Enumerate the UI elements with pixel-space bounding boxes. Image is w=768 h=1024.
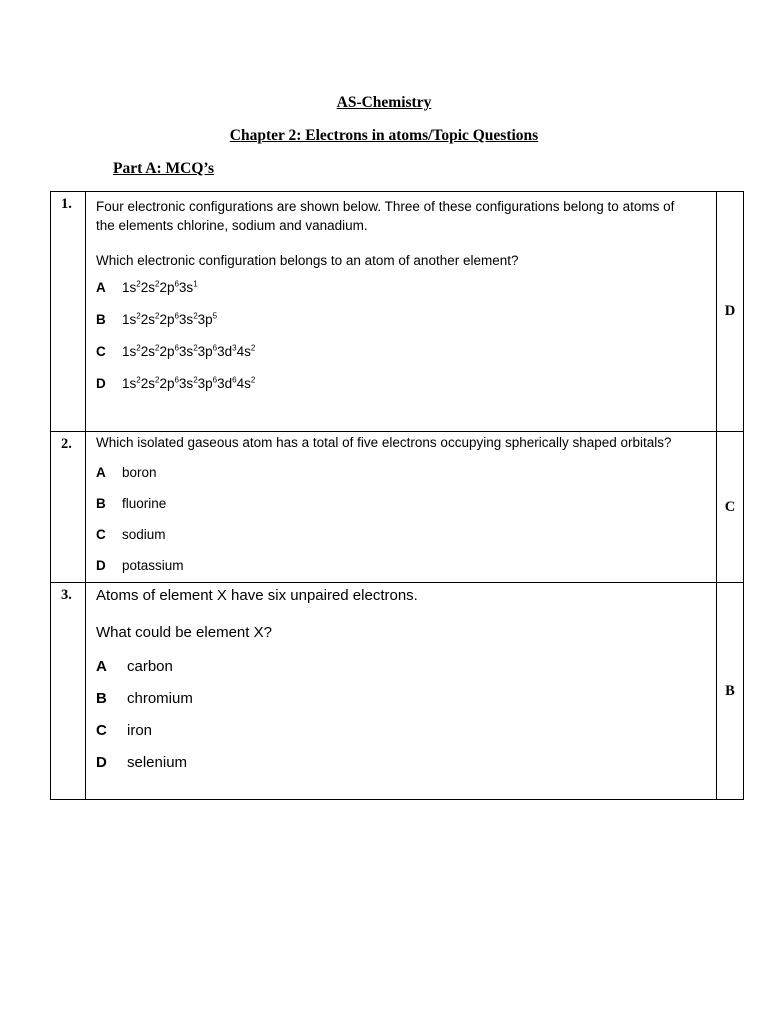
option-letter: B xyxy=(96,312,106,327)
mcq-table xyxy=(50,191,744,800)
electron-configuration xyxy=(122,376,255,391)
electron-count: 6 xyxy=(174,311,179,321)
orbital: 3s xyxy=(178,376,194,391)
electron-count: 2 xyxy=(193,311,198,321)
electron-count: 2 xyxy=(136,279,141,289)
option-d xyxy=(96,558,716,578)
electron-count: 5 xyxy=(212,311,218,321)
electron-count: 2 xyxy=(193,375,198,385)
electron-count: 2 xyxy=(250,375,256,385)
question-number: 2. xyxy=(51,432,86,583)
orbital: 3s xyxy=(178,312,194,327)
orbital: 3s xyxy=(178,280,194,295)
option-letter: A xyxy=(96,280,106,295)
option-a xyxy=(96,658,716,690)
option-d xyxy=(96,376,716,408)
orbital: 2s xyxy=(140,376,155,391)
question-prompt: Which electronic configuration belongs to an atom of another element? xyxy=(96,253,519,268)
orbital: 4s xyxy=(236,376,251,391)
option-b xyxy=(96,690,716,722)
option-text: carbon xyxy=(127,658,173,675)
orbital: 3s xyxy=(178,344,194,359)
question-stem-line-1: Four electronic configurations are shown below. Three of these configurations belong to atoms of xyxy=(96,199,675,214)
option-letter: D xyxy=(96,376,106,391)
electron-count: 6 xyxy=(174,343,179,353)
option-letter: D xyxy=(96,558,106,573)
chapter-title: Chapter 2: Electrons in atoms/Topic Questions xyxy=(229,127,539,144)
option-c xyxy=(96,527,716,558)
orbital: 2s xyxy=(140,312,155,327)
answer-cell: C xyxy=(717,432,744,583)
option-list xyxy=(96,280,716,408)
electron-count: 6 xyxy=(174,375,179,385)
electron-count: 2 xyxy=(250,343,256,353)
question-prompt: What could be element X? xyxy=(96,624,272,641)
orbital: 3p xyxy=(197,344,213,359)
orbital: 2s xyxy=(140,280,155,295)
question-body xyxy=(86,432,717,583)
option-c xyxy=(96,722,716,754)
orbital: 2p xyxy=(159,344,175,359)
option-letter: C xyxy=(96,344,106,359)
option-letter: B xyxy=(96,496,106,511)
option-a xyxy=(96,465,716,496)
question-number: 3. xyxy=(51,583,86,800)
electron-count: 2 xyxy=(136,311,141,321)
electron-count: 2 xyxy=(154,343,160,353)
electron-count: 6 xyxy=(174,279,179,289)
question-stem-line-2: the elements chlorine, sodium and vanadium. xyxy=(96,218,368,233)
orbital: 1s xyxy=(122,376,137,391)
orbital: 3p xyxy=(197,376,213,391)
option-a xyxy=(96,280,716,312)
orbital: 1s xyxy=(122,312,137,327)
question-row-2 xyxy=(51,432,744,583)
option-letter: A xyxy=(96,658,107,675)
question-row-3 xyxy=(51,583,744,800)
electron-configuration xyxy=(122,312,217,327)
option-text: potassium xyxy=(122,558,184,573)
option-text: chromium xyxy=(127,690,193,707)
electron-count: 3 xyxy=(232,343,237,353)
option-letter: B xyxy=(96,690,107,707)
electron-configuration xyxy=(122,344,255,359)
option-text: fluorine xyxy=(122,496,167,511)
orbital: 2s xyxy=(140,344,155,359)
orbital: 1s xyxy=(122,280,137,295)
option-text: sodium xyxy=(122,527,166,542)
option-b xyxy=(96,496,716,527)
option-text: selenium xyxy=(127,754,188,771)
page-title: AS-Chemistry xyxy=(336,94,432,111)
orbital: 3p xyxy=(197,312,213,327)
orbital: 2p xyxy=(159,280,175,295)
orbital: 3d xyxy=(217,344,233,359)
question-row-1 xyxy=(51,192,744,432)
answer-cell: B xyxy=(717,583,744,800)
question-body xyxy=(86,192,717,432)
orbital: 2p xyxy=(159,376,175,391)
orbital: 4s xyxy=(236,344,251,359)
electron-configuration xyxy=(122,280,198,295)
question-body xyxy=(86,583,717,800)
option-b xyxy=(96,312,716,344)
option-letter: C xyxy=(96,722,107,739)
electron-count: 2 xyxy=(154,375,160,385)
question-stem: Which isolated gaseous atom has a total of five electrons occupying spherically shaped orbitals? xyxy=(96,435,672,450)
electron-count: 2 xyxy=(136,375,141,385)
option-d xyxy=(96,754,716,786)
option-letter: A xyxy=(96,465,106,480)
electron-count: 2 xyxy=(154,311,160,321)
option-c xyxy=(96,344,716,376)
orbital: 2p xyxy=(159,312,175,327)
question-stem: Atoms of element X have six unpaired electrons. xyxy=(96,587,418,604)
electron-count: 2 xyxy=(136,343,141,353)
option-text: iron xyxy=(127,722,153,739)
electron-count: 2 xyxy=(193,343,198,353)
electron-count: 6 xyxy=(212,375,218,385)
part-title: Part A: MCQ’s xyxy=(113,160,215,177)
option-text: boron xyxy=(122,465,157,480)
orbital: 1s xyxy=(122,344,137,359)
option-letter: C xyxy=(96,527,106,542)
option-letter: D xyxy=(96,754,107,771)
orbital: 3d xyxy=(217,376,233,391)
electron-count: 6 xyxy=(232,375,237,385)
electron-count: 1 xyxy=(193,279,198,289)
question-number: 1. xyxy=(51,192,86,432)
electron-count: 2 xyxy=(154,279,160,289)
electron-count: 6 xyxy=(212,343,218,353)
answer-cell: D xyxy=(717,192,744,432)
